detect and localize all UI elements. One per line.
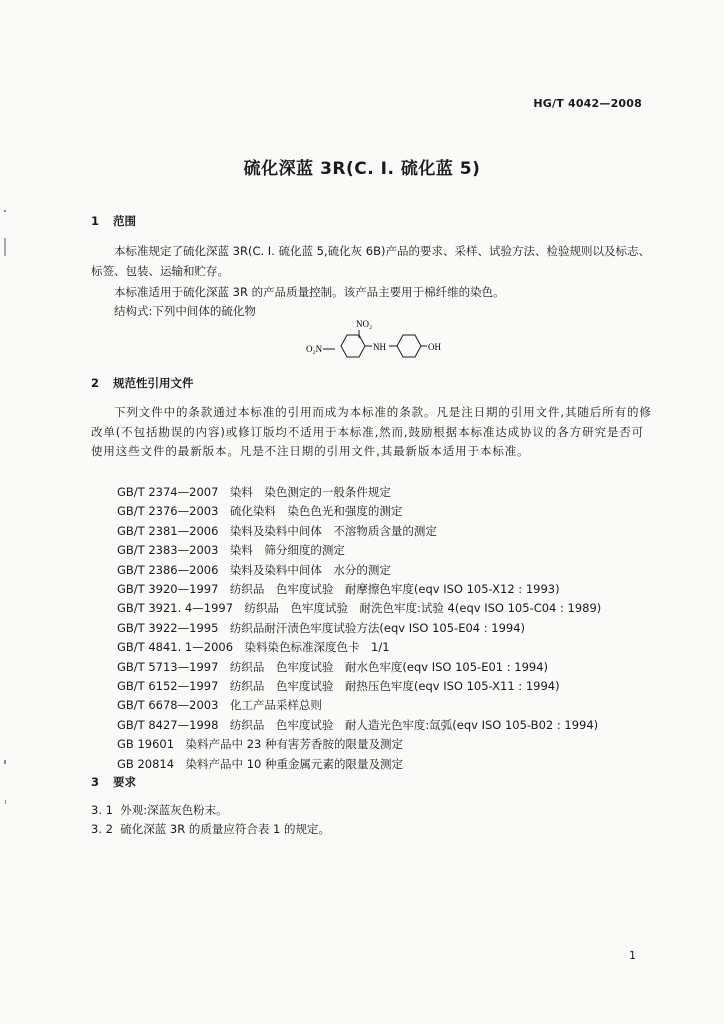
section-number: 2 <box>91 376 100 390</box>
reference-item <box>117 600 601 616</box>
reference-item <box>117 503 402 519</box>
reference-item <box>117 697 322 713</box>
reference-title: 染料产品中 10 种重金属元素的限量及测定 <box>185 756 403 771</box>
structure-label: 结构式:下列中间体的硫化物 <box>114 304 256 318</box>
reference-title: 染料染色标准深度色卡 1/1 <box>244 640 390 655</box>
reference-code: GB/T 4841. 1—2006 <box>117 640 234 655</box>
structural-formula <box>296 314 456 360</box>
reference-item <box>117 484 391 500</box>
reference-item <box>117 717 598 733</box>
reference-code: GB/T 3920—1997 <box>117 582 219 596</box>
reference-title: 纺织品 色牢度试验 耐摩擦色牢度(eqv ISO 105-X12 : 1993) <box>229 582 560 596</box>
section-3-heading <box>91 774 136 790</box>
page-number: 1 <box>629 949 636 962</box>
section-2-heading <box>91 375 194 391</box>
reference-code: GB 20814 <box>117 756 175 771</box>
reference-title: 纺织品 色牢度试验 耐人造光色牢度:氙弧(eqv ISO 105-B02 : 1994) <box>229 717 599 732</box>
reference-title: 染料及染料中间体 水分的测定 <box>229 562 391 577</box>
scan-mark <box>4 210 6 212</box>
normative-references-paragraph: 下列文件中的条款通过本标准的引用而成为本标准的条款。凡是注日期的引用文件,其随后所有的修改单(不包括勘误的内容)或修订版均不适用于本标准,然而,鼓励根据本标准达成协议的各方研究是否可使用这些文件的最新版本。凡是不注日期的引用文件,其最新版本适用于本标准。 <box>91 405 652 458</box>
clause-number: 3. 2 <box>91 822 113 836</box>
scan-mark <box>5 800 6 804</box>
reference-item <box>117 542 345 558</box>
scope-paragraph-2: 本标准适用于硫化深蓝 3R 的产品质量控制。该产品主要用于棉纤维的染色。 <box>114 285 505 299</box>
reference-title: 染料产品中 23 种有害芳香胺的限量及测定 <box>185 737 403 752</box>
reference-item <box>117 562 391 578</box>
reference-item <box>117 736 403 752</box>
reference-code: GB/T 2376—2003 <box>117 504 219 519</box>
nh-label: NH <box>373 342 386 352</box>
reference-title: 化工产品采样总则 <box>229 698 322 713</box>
reference-code: GB/T 2383—2003 <box>117 543 219 558</box>
reference-item <box>117 620 525 636</box>
section-1-heading <box>91 213 136 229</box>
reference-item <box>117 756 403 772</box>
reference-item <box>117 659 548 675</box>
o2n-label: O₂N <box>306 344 323 354</box>
section-number: 3 <box>91 775 100 789</box>
section-title: 要求 <box>113 775 136 789</box>
benzene-ring-1 <box>341 335 365 357</box>
reference-code: GB/T 3922—1995 <box>117 620 219 635</box>
reference-code: GB/T 6678—2003 <box>117 698 219 713</box>
reference-code: GB/T 3921. 4—1997 <box>117 601 234 616</box>
reference-code: GB/T 2381—2006 <box>117 523 219 538</box>
reference-code: GB/T 6152—1997 <box>117 679 219 693</box>
document-title: 硫化深蓝 3R(C. I. 硫化蓝 5) <box>243 159 481 179</box>
no2-top-label: NO₂ <box>356 319 373 329</box>
reference-title: 纺织品 色牢度试验 耐热压色牢度(eqv ISO 105-X11 : 1994) <box>229 679 560 693</box>
scan-mark <box>4 238 6 256</box>
reference-title: 纺织品 色牢度试验 耐洗色牢度:试验 4(eqv ISO 105-C04 : 1989) <box>244 601 602 616</box>
reference-code: GB/T 2374—2007 <box>117 485 219 499</box>
section-title: 范围 <box>113 214 136 228</box>
reference-item <box>117 678 560 694</box>
reference-code: GB 19601 <box>117 737 175 752</box>
reference-code: GB/T 5713—1997 <box>117 659 219 674</box>
reference-title: 染料 染色测定的一般条件规定 <box>229 485 391 499</box>
oh-label: OH <box>428 342 441 352</box>
benzene-ring-2 <box>397 335 421 357</box>
reference-title: 硫化染料 染色色光和强度的测定 <box>229 504 403 519</box>
scope-paragraph-1: 本标准规定了硫化深蓝 3R(C. I. 硫化蓝 5,硫化灰 6B)产品的要求、采样、试验方法、检验规则以及标志、标签、包装、运输和贮存。 <box>91 244 650 278</box>
reference-item <box>117 639 390 655</box>
clause-text: 硫化深蓝 3R 的质量应符合表 1 的规定。 <box>120 822 331 836</box>
reference-title: 染料及染料中间体 不溶物质含量的测定 <box>229 523 437 538</box>
reference-item <box>117 523 437 539</box>
reference-item <box>117 581 560 597</box>
standard-number: HG/T 4042—2008 <box>533 97 642 110</box>
reference-title: 纺织品 色牢度试验 耐水色牢度(eqv ISO 105-E01 : 1994) <box>229 659 549 674</box>
scan-mark <box>4 760 6 764</box>
section-number: 1 <box>91 214 100 228</box>
reference-title: 纺织品耐汗渍色牢度试验方法(eqv ISO 105-E04 : 1994) <box>229 620 526 635</box>
clause-text: 外观:深蓝灰色粉末。 <box>120 803 228 817</box>
section-title: 规范性引用文件 <box>113 376 194 390</box>
clause-3-2 <box>91 818 330 840</box>
clause-number: 3. 1 <box>91 803 113 817</box>
reference-title: 染料 筛分细度的测定 <box>229 543 345 558</box>
reference-code: GB/T 2386—2006 <box>117 562 219 577</box>
reference-code: GB/T 8427—1998 <box>117 717 219 732</box>
